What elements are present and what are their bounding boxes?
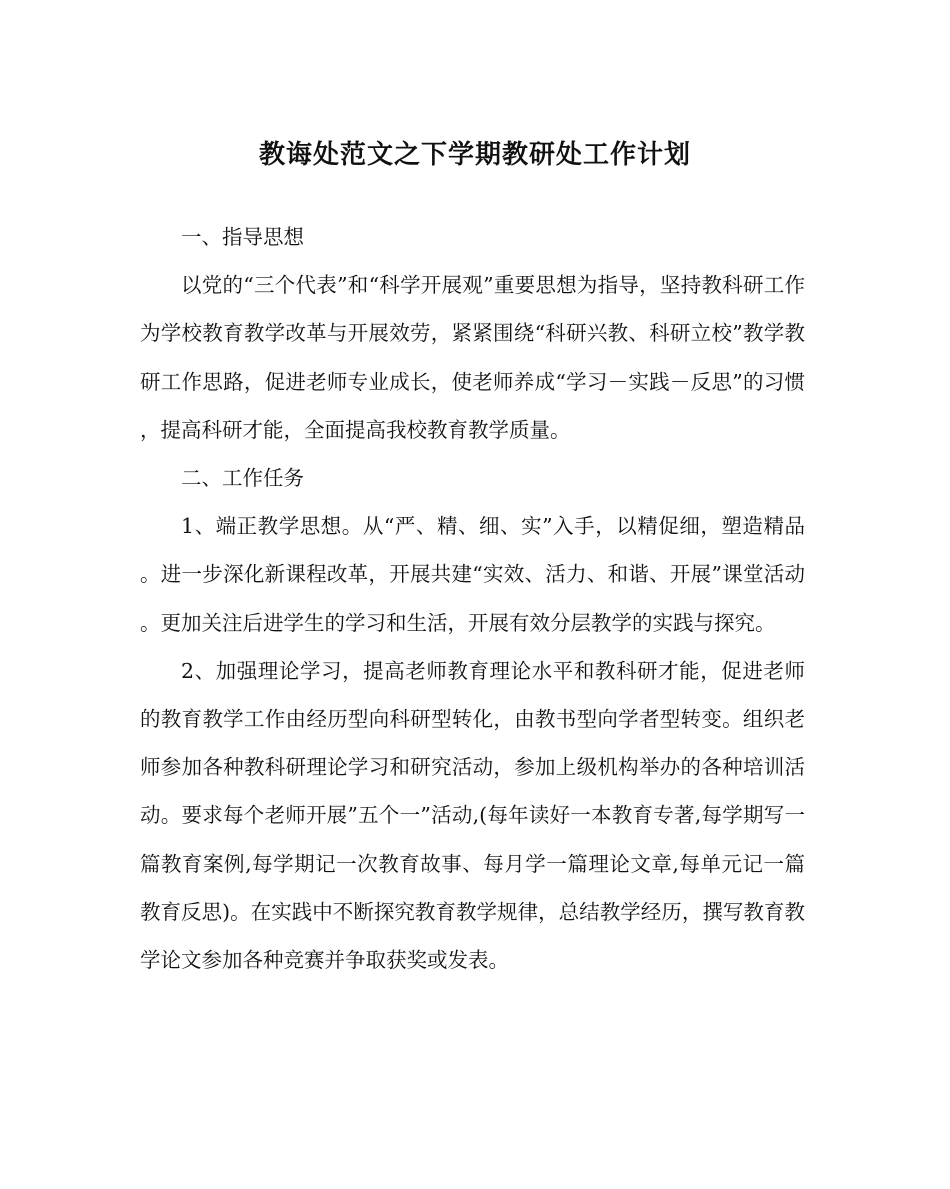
document-body <box>140 213 805 984</box>
section-heading-guiding-ideology: 一、指导思想 <box>181 225 304 249</box>
document-title: 教诲处范文之下学期教研处工作计划 <box>258 140 691 170</box>
paragraph-task-2: 2、加强理论学习，提高老师教育理论水平和教科研才能，促进老师的教育教学工作由经历型向科研型转化，由教书型向学者型转变。组织老师参加各种教科研理论学习和研究活动，参加上级机构举办的各种培训活动。要求每个老师开展”五个一”活动,(每年读好一本教育专著,每学期写一篇教育案例,每学期记一次教育故事、每月学一篇理论文章,每单元记一篇教育反思)。在实践中不断探究教育教学规律，总结教学经历，撰写教育教学论文参加各种竞赛并争取获奖或发表。 <box>140 658 805 973</box>
paragraph-task-1: 1、端正教学思想。从“严、精、细、实”入手，以精促细，塑造精品。进一步深化新课程改革，开展共建“实效、活力、和谐、开展”课堂活动。更加关注后进学生的学习和生活，开展有效分层教学的实践与探究。 <box>140 514 805 635</box>
section-heading-work-tasks: 二、工作任务 <box>181 466 304 491</box>
paragraph-guiding-ideology: 以党的“三个代表”和“科学开展观”重要思想为指导，坚持教科研工作为学校教育教学改革与开展效劳，紧紧围绕“科研兴教、科研立校”教学教研工作思路，促进老师专业成长，使老师养成“学习－实践－反思”的习惯，提高科研才能，全面提高我校教育教学质量。 <box>140 273 805 442</box>
